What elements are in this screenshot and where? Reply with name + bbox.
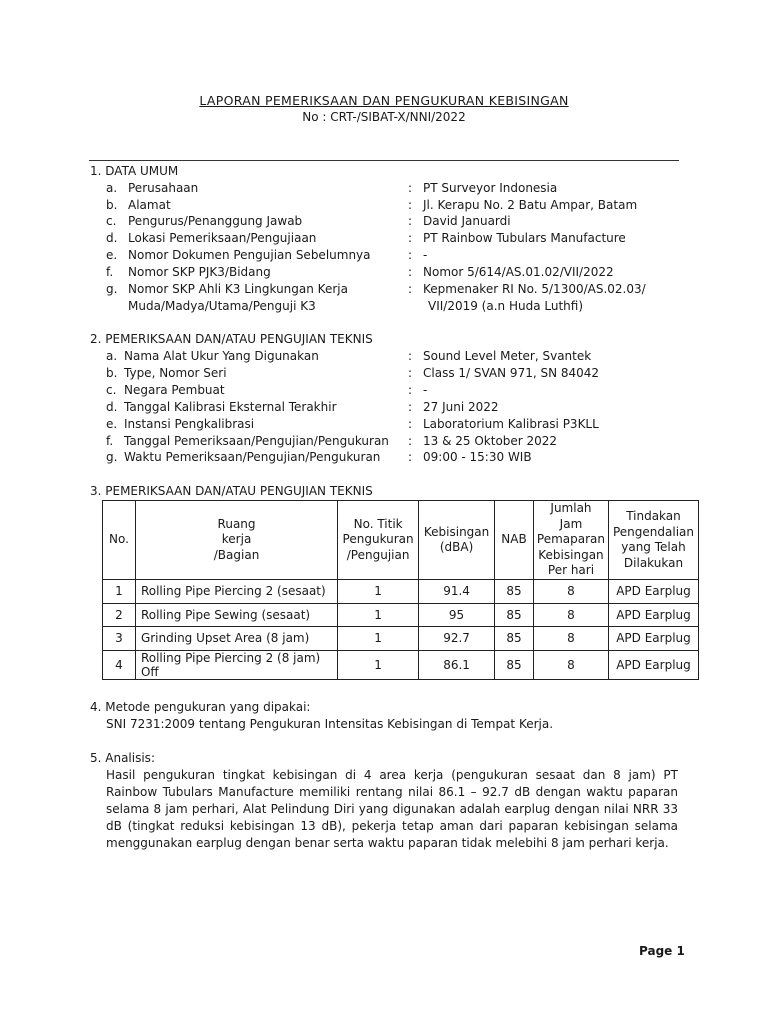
cell-tindakan: APD Earplug: [608, 627, 698, 651]
colon: :: [408, 265, 413, 279]
cell-kebisingan: 91.4: [419, 580, 495, 604]
cell-nab: 85: [495, 650, 534, 679]
cell-no: 2: [103, 603, 136, 627]
section2-label: Tanggal Pemeriksaan/Pengujian/Pengukuran: [124, 434, 389, 448]
cell-no: 3: [103, 627, 136, 651]
section2-value: Class 1/ SVAN 971, SN 84042: [423, 366, 600, 380]
cell-ruang: Rolling Pipe Sewing (sesaat): [135, 603, 337, 627]
document-number: No : CRT-/SIBAT-X/NNI/2022: [302, 110, 466, 124]
cell-ruang: Grinding Upset Area (8 jam): [135, 627, 337, 651]
section2-letter: g.: [106, 450, 118, 464]
table-row: [103, 580, 699, 604]
cell-titik: 1: [338, 627, 419, 651]
colon: :: [408, 181, 413, 195]
section1-letter: e.: [106, 248, 118, 262]
header-titik: No. Titik Pengukuran /Pengujian: [338, 501, 419, 580]
header-divider: [89, 160, 679, 161]
section2-label: Nama Alat Ukur Yang Digunakan: [124, 349, 319, 363]
colon: :: [408, 349, 413, 363]
colon: :: [408, 231, 413, 245]
cell-nab: 85: [495, 627, 534, 651]
section2-letter: c.: [106, 383, 117, 397]
section1-heading: 1. DATA UMUM: [90, 164, 179, 178]
cell-kebisingan: 86.1: [419, 650, 495, 679]
section5-analysis-text: Hasil pengukuran tingkat kebisingan di 4 area kerja (pengukuran sesaat dan 8 jam) PT Rainbow Tubulars Manufacture memiliki rentang nilai 86.1 – 92.7 dB dengan waktu paparan selama 8 jam perhari, Alat Pelindung Diri yang digunakan adalah earplug dengan nilai NRR 33 dB (tingkat reduksi kebisingan 13 dB), pekerja tetap aman dari paparan kebisingan selama menggunakan earplug dengan benar serta waktu paparan tidak melebihi 8 jam perhari kerja.: [106, 768, 678, 850]
section2-label: Negara Pembuat: [124, 383, 225, 397]
section4-text: SNI 7231:2009 tentang Pengukuran Intensitas Kebisingan di Tempat Kerja.: [106, 717, 554, 731]
header-tindakan: Tindakan Pengendalian yang Telah Dilakukan: [608, 501, 698, 580]
section1-letter: b.: [106, 198, 118, 212]
section2-value: Sound Level Meter, Svantek: [423, 349, 592, 363]
section5-heading: 5. Analisis:: [90, 751, 155, 765]
cell-titik: 1: [338, 603, 419, 627]
cell-jam: 8: [533, 580, 608, 604]
section1-value: PT Rainbow Tubulars Manufacture: [423, 231, 626, 245]
header-kebisingan: Kebisingan (dBA): [419, 501, 495, 580]
section1-label-continued: Muda/Madya/Utama/Penguji K3: [128, 299, 316, 313]
colon: :: [408, 282, 413, 296]
header-nab: NAB: [495, 501, 534, 580]
section1-label: Pengurus/Penanggung Jawab: [128, 214, 303, 228]
section1-value: Nomor 5/614/AS.01.02/VII/2022: [423, 265, 614, 279]
colon: :: [408, 214, 413, 228]
header-jumlah-jam: Jumlah Jam Pemaparan Kebisingan Per hari: [533, 501, 608, 580]
colon: :: [408, 400, 413, 414]
section2-label: Type, Nomor Seri: [124, 366, 227, 380]
colon: :: [408, 434, 413, 448]
section2-letter: b.: [106, 366, 118, 380]
colon: :: [408, 248, 413, 262]
cell-tindakan: APD Earplug: [608, 650, 698, 679]
report-title: [0, 93, 768, 108]
page-number: Page 1: [639, 944, 685, 958]
section2-value: 13 & 25 Oktober 2022: [423, 434, 558, 448]
cell-titik: 1: [338, 580, 419, 604]
section2-letter: e.: [106, 417, 118, 431]
section1-value-continued: VII/2019 (a.n Huda Luthfi): [428, 299, 583, 313]
cell-jam: 8: [533, 650, 608, 679]
section2-heading: 2. PEMERIKSAAN DAN/ATAU PENGUJIAN TEKNIS: [90, 332, 373, 346]
cell-no: 1: [103, 580, 136, 604]
section2-label: Tanggal Kalibrasi Eksternal Terakhir: [124, 400, 337, 414]
table-row: [103, 650, 699, 679]
section1-letter: g.: [106, 282, 118, 296]
cell-ruang: Rolling Pipe Piercing 2 (sesaat): [135, 580, 337, 604]
colon: :: [408, 417, 413, 431]
noise-measurement-table: [102, 500, 699, 680]
table-row: [103, 603, 699, 627]
section2-value: Laboratorium Kalibrasi P3KLL: [423, 417, 599, 431]
section2-letter: f.: [106, 434, 114, 448]
section3-heading: 3. PEMERIKSAAN DAN/ATAU PENGUJIAN TEKNIS: [90, 484, 373, 498]
cell-kebisingan: 95: [419, 603, 495, 627]
cell-nab: 85: [495, 580, 534, 604]
table-header-row: [103, 501, 699, 580]
report-title-text: LAPORAN PEMERIKSAAN DAN PENGUKURAN KEBISINGAN: [199, 93, 569, 108]
section1-value: David Januardi: [423, 214, 511, 228]
section2-label: Waktu Pemeriksaan/Pengujian/Pengukuran: [124, 450, 381, 464]
section1-letter: c.: [106, 214, 117, 228]
section1-letter: a.: [106, 181, 118, 195]
section1-letter: d.: [106, 231, 118, 245]
colon: :: [408, 366, 413, 380]
cell-nab: 85: [495, 603, 534, 627]
section2-label: Instansi Pengkalibrasi: [124, 417, 255, 431]
header-ruang: Ruang kerja /Bagian: [135, 501, 337, 580]
section1-letter: f.: [106, 265, 114, 279]
cell-ruang: Rolling Pipe Piercing 2 (8 jam) Off: [135, 650, 337, 679]
section1-value: Jl. Kerapu No. 2 Batu Ampar, Batam: [423, 198, 638, 212]
cell-kebisingan: 92.7: [419, 627, 495, 651]
section2-letter: a.: [106, 349, 118, 363]
colon: :: [408, 450, 413, 464]
cell-tindakan: APD Earplug: [608, 603, 698, 627]
section1-value: PT Surveyor Indonesia: [423, 181, 558, 195]
section1-label: Perusahaan: [128, 181, 199, 195]
section1-label: Alamat: [128, 198, 171, 212]
section1-label: Nomor SKP Ahli K3 Lingkungan Kerja: [128, 282, 348, 296]
section1-label: Lokasi Pemeriksaan/Pengujiaan: [128, 231, 317, 245]
section1-label: Nomor SKP PJK3/Bidang: [128, 265, 271, 279]
cell-tindakan: APD Earplug: [608, 580, 698, 604]
section2-value: 09:00 - 15:30 WIB: [423, 450, 532, 464]
section1-value: Kepmenaker RI No. 5/1300/AS.02.03/: [423, 282, 646, 296]
colon: :: [408, 198, 413, 212]
section2-letter: d.: [106, 400, 118, 414]
section4-heading: 4. Metode pengukuran yang dipakai:: [90, 700, 311, 714]
header-no: No.: [103, 501, 136, 580]
colon: :: [408, 383, 413, 397]
section2-value: 27 Juni 2022: [423, 400, 499, 414]
section2-value: -: [423, 383, 428, 397]
cell-titik: 1: [338, 650, 419, 679]
cell-no: 4: [103, 650, 136, 679]
table-row: [103, 627, 699, 651]
cell-jam: 8: [533, 627, 608, 651]
cell-jam: 8: [533, 603, 608, 627]
section1-label: Nomor Dokumen Pengujian Sebelumnya: [128, 248, 371, 262]
section1-value: -: [423, 248, 428, 262]
